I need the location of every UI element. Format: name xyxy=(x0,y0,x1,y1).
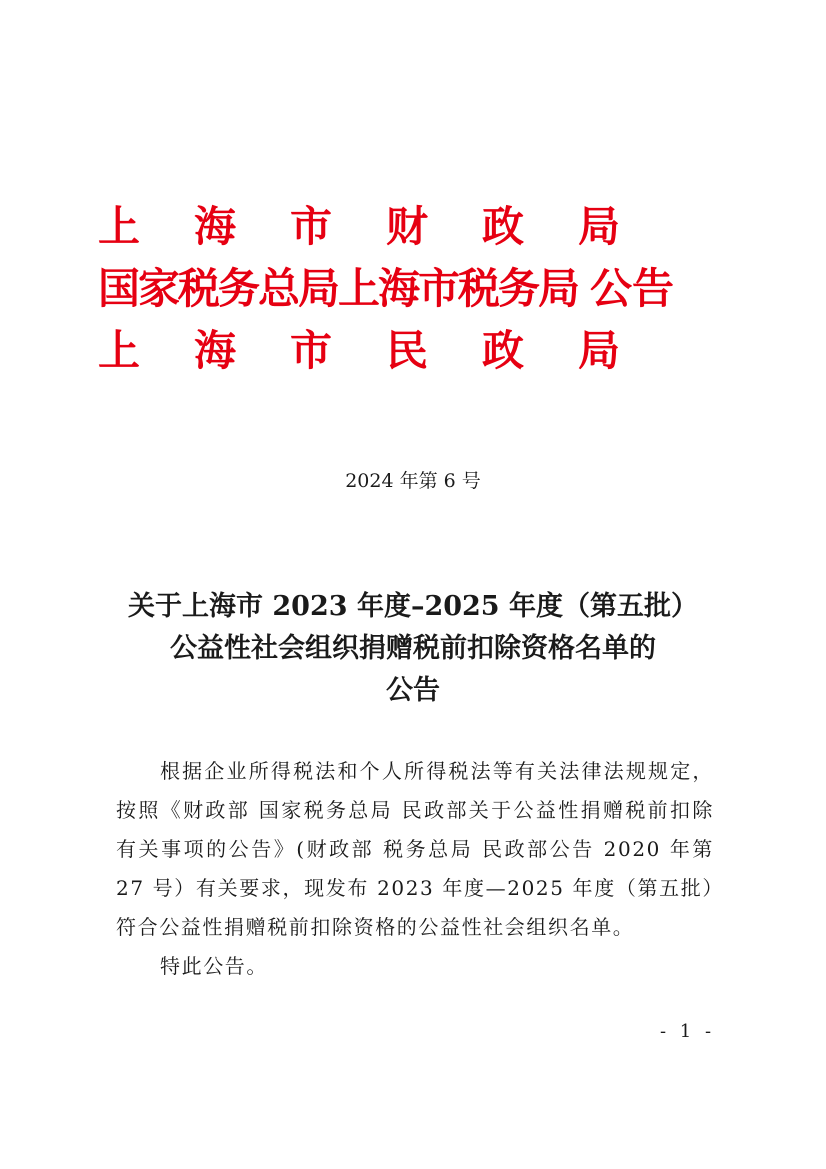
masthead-char: 局 xyxy=(578,202,621,251)
masthead-char: 上 xyxy=(98,202,141,251)
masthead-char: 海 xyxy=(194,202,237,251)
body-paragraph: 根据企业所得税法和个人所得税法等有关法律法规规定，按照《财政部 国家税务总局 民政部关于公益性捐赠税前扣除有关事项的公告》(财政部 税务总局 民政部公告 2020 年第 27 号）有关要求，现发布 2023 年度—2025 年度（第五批）符合公益性捐赠税前扣除资格的公益性社会组织名单。 xyxy=(116,759,714,939)
masthead-char: 市 xyxy=(290,202,333,251)
masthead-char: 市 xyxy=(290,326,333,375)
masthead-issuer-civil-affairs xyxy=(98,320,738,382)
masthead-char: 政 xyxy=(482,202,525,251)
masthead-char: 海 xyxy=(194,326,237,375)
title-line: 公益性社会组织捐赠税前扣除资格名单的 xyxy=(170,633,656,664)
document-title xyxy=(100,586,726,712)
masthead xyxy=(98,196,738,382)
masthead-char: 财 xyxy=(386,202,429,251)
masthead-issuer-finance xyxy=(98,196,738,258)
page-number: - 1 - xyxy=(660,1021,716,1042)
masthead-char: 局 xyxy=(578,326,621,375)
masthead-announcement-label: 公告 xyxy=(590,264,675,313)
masthead-char: 政 xyxy=(482,326,525,375)
document-body xyxy=(116,752,714,986)
closing-paragraph: 特此公告。 xyxy=(160,954,268,978)
title-line: 关于上海市 2023 年度–2025 年度（第五批） xyxy=(128,591,698,622)
masthead-tax-bureau: 国家税务总局上海市税务局 xyxy=(98,264,579,313)
masthead-char: 民 xyxy=(386,326,429,375)
masthead-char: 上 xyxy=(98,326,141,375)
masthead-issuer-tax xyxy=(98,258,738,320)
title-line: 公告 xyxy=(386,675,440,706)
document-number: 2024 年第 6 号 xyxy=(345,470,481,492)
